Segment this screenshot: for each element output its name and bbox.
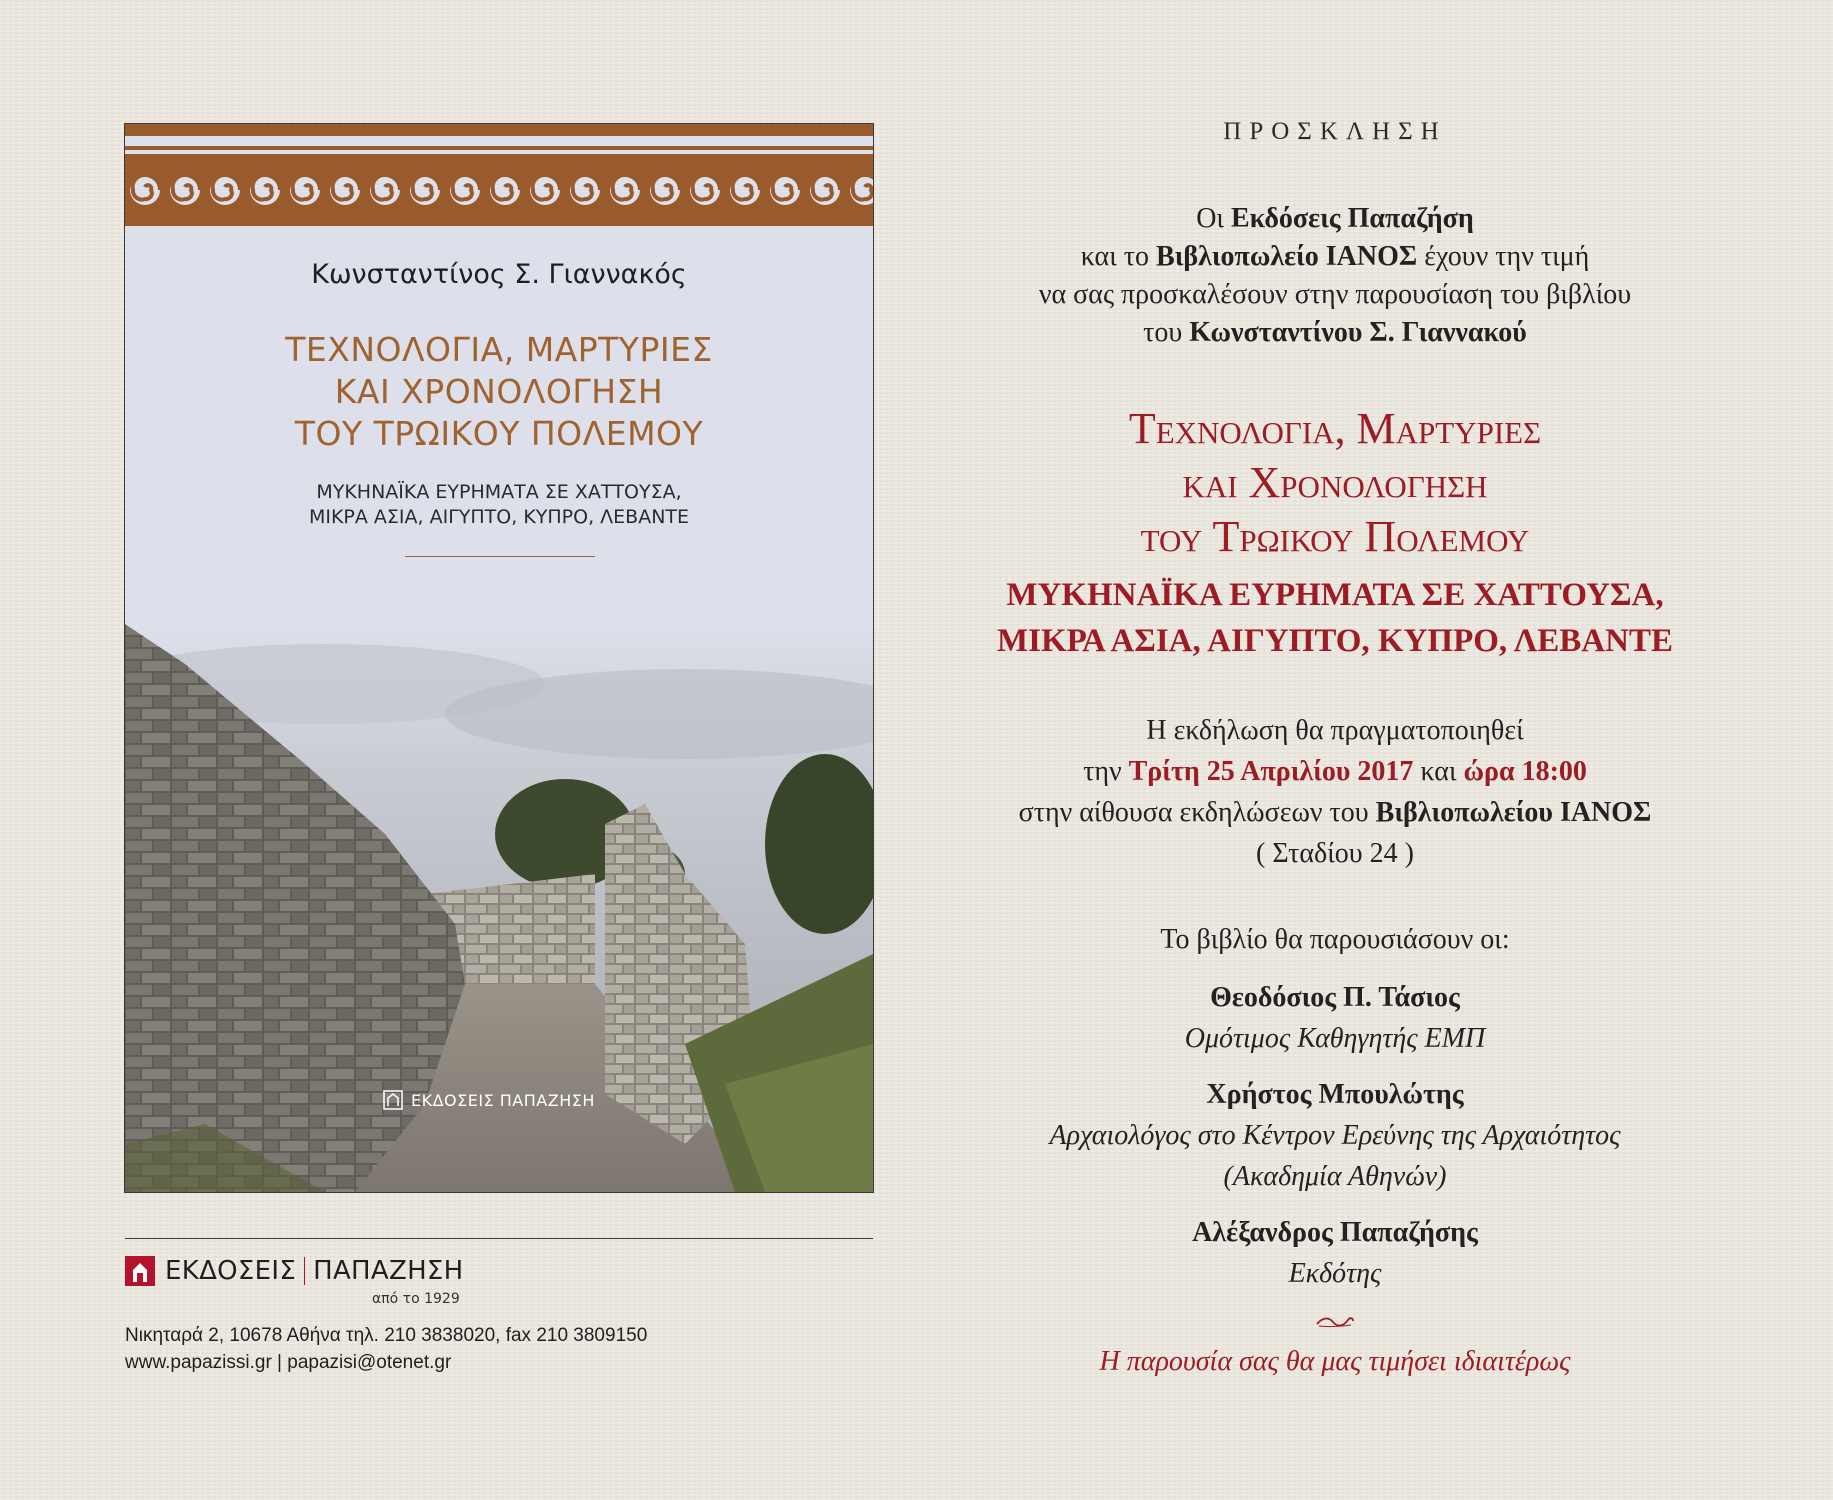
cover-subtitle-line: ΜΥΚΗΝΑΪΚΑ ΕΥΡΗΜΑΤΑ ΣΕ ΧΑΤΤΟΥΣΑ, [316,481,682,503]
event-time: ώρα 18:00 [1463,756,1587,787]
cover-publisher [383,1086,595,1114]
cover-publisher-name: ΕΚΔΟΣΕΙΣ ΠΑΠΑΖΗΣΗ [411,1090,595,1110]
event-address: ( Σταδίου 24 ) [1256,838,1414,869]
cover-author: Κωνσταντίνος Σ. Γιαννακός [311,259,687,290]
event-line: στην αίθουσα εκδηλώσεων του Βιβλιοπωλείου ΙΑΝΟΣ [1018,797,1652,828]
closing-note: Η παρουσία σας θα μας τιμήσει ιδιαιτέρως [1099,1346,1571,1377]
presenter-role: Εκδότης [1288,1258,1382,1289]
publisher-web[interactable]: www.papazissi.gr | papazisi@otenet.gr [125,1352,452,1373]
publisher-contact [125,1322,647,1376]
book-subtitle-line: ΜΥΚΗΝΑΪΚΑ ΕΥΡΗΜΑΤΑ ΣΕ ΧΑΤΤΟΥΣΑ, [1006,577,1664,613]
book-subtitle [920,572,1750,664]
publisher-logo-icon [125,1256,155,1286]
house-arrow-icon [125,1256,155,1286]
publisher-logo-part1: ΕΚΔΟΣΕΙΣ [165,1256,297,1286]
presenter-affiliation: (Ακαδημία Αθηνών) [1223,1161,1447,1192]
flourish-ornament-icon [1315,1315,1355,1329]
presenter [920,1074,1750,1197]
cover-title-line: ΤΟΥ ΤΡΩΙΚΟΥ ΠΟΛΕΜΟΥ [294,414,704,453]
cover-subtitle-line: ΜΙΚΡΑ ΑΣΙΑ, ΑΙΓΥΠΤΟ, ΚΥΠΡΟ, ΛΕΒΑΝΤΕ [308,506,690,528]
presenters-list [920,977,1750,1294]
publisher-logo [125,1254,464,1288]
footer-divider [125,1238,873,1239]
event-venue: Βιβλιοπωλείου ΙΑΝΟΣ [1375,797,1652,828]
cover-top-band [125,124,873,136]
cover-title-line: ΤΕΧΝΟΛΟΓΙΑ, ΜΑΡΤΥΡΙΕΣ [285,330,713,369]
greek-wave-pattern [125,154,873,226]
book-title-line: του Τρωικου Πολεμου [1140,512,1530,561]
presenter-role: Αρχαιολόγος στο Κέντρον Ερεύνης της Αρχαιότητος [1049,1120,1621,1151]
publisher-address: Νικηταρά 2, 10678 Αθήνα τηλ. 210 3838020, fax 210 3809150 [125,1325,648,1346]
event-date: Τρίτη 25 Απριλίου 2017 [1128,756,1414,787]
intro-line: Οι Εκδόσεις Παπαζήση [1196,203,1474,234]
event-line: την Τρίτη 25 Απριλίου 2017 και ώρα 18:00 [1083,756,1587,787]
event-line: Η εκδήλωση θα πραγματοποιηθεί [1146,715,1524,746]
book-subtitle-line: ΜΙΚΡΑ ΑΣΙΑ, ΑΙΓΥΠΤΟ, ΚΥΠΡΟ, ΛΕΒΑΝΤΕ [997,623,1673,659]
intro-line: να σας προσκαλέσουν στην παρουσίαση του βιβλίου [1038,279,1632,310]
cover-top-stripe [125,146,873,150]
presenter-name: Θεοδόσιος Π. Τάσιος [1210,982,1460,1013]
book-title [920,402,1750,564]
presenter-name: Χρήστος Μπουλώτης [1206,1079,1464,1110]
cover-title [125,329,873,455]
presenter-role: Ομότιμος Καθηγητής ΕΜΠ [1184,1023,1486,1054]
book-title-line: και Χρονολογηση [1182,458,1488,507]
invitation-intro [920,200,1750,352]
book-cover [125,124,873,1192]
invitation-heading: ΠΡΟΣΚΛΗΣΗ [1223,118,1447,145]
presenter-name: Αλέξανδρος Παπαζήσης [1192,1217,1478,1248]
intro-line: και το Βιβλιοπωλείο ΙΑΝΟΣ έχουν την τιμή [1080,241,1590,272]
book-title-line: Τεχνολογια, Μαρτυριες [1128,404,1542,453]
intro-line: του Κωνσταντίνου Σ. Γιαννακού [1143,317,1527,348]
publisher-logo-separator [304,1257,305,1285]
cover-subtitle [125,480,873,530]
cover-title-line: ΚΑΙ ΧΡΟΝΟΛΟΓΗΣΗ [334,372,664,411]
presenters-intro: Το βιβλίο θα παρουσιάσουν οι: [1160,924,1510,955]
publisher-logo-part2: ΠΑΠΑΖΗΣΗ [313,1256,464,1286]
publisher-since: από το 1929 [372,1291,460,1307]
publisher-logo-text [165,1256,464,1286]
cover-divider [405,556,595,557]
presenter [920,1212,1750,1294]
presenter [920,977,1750,1059]
event-details [920,710,1750,874]
publisher-logo-icon [383,1090,403,1110]
